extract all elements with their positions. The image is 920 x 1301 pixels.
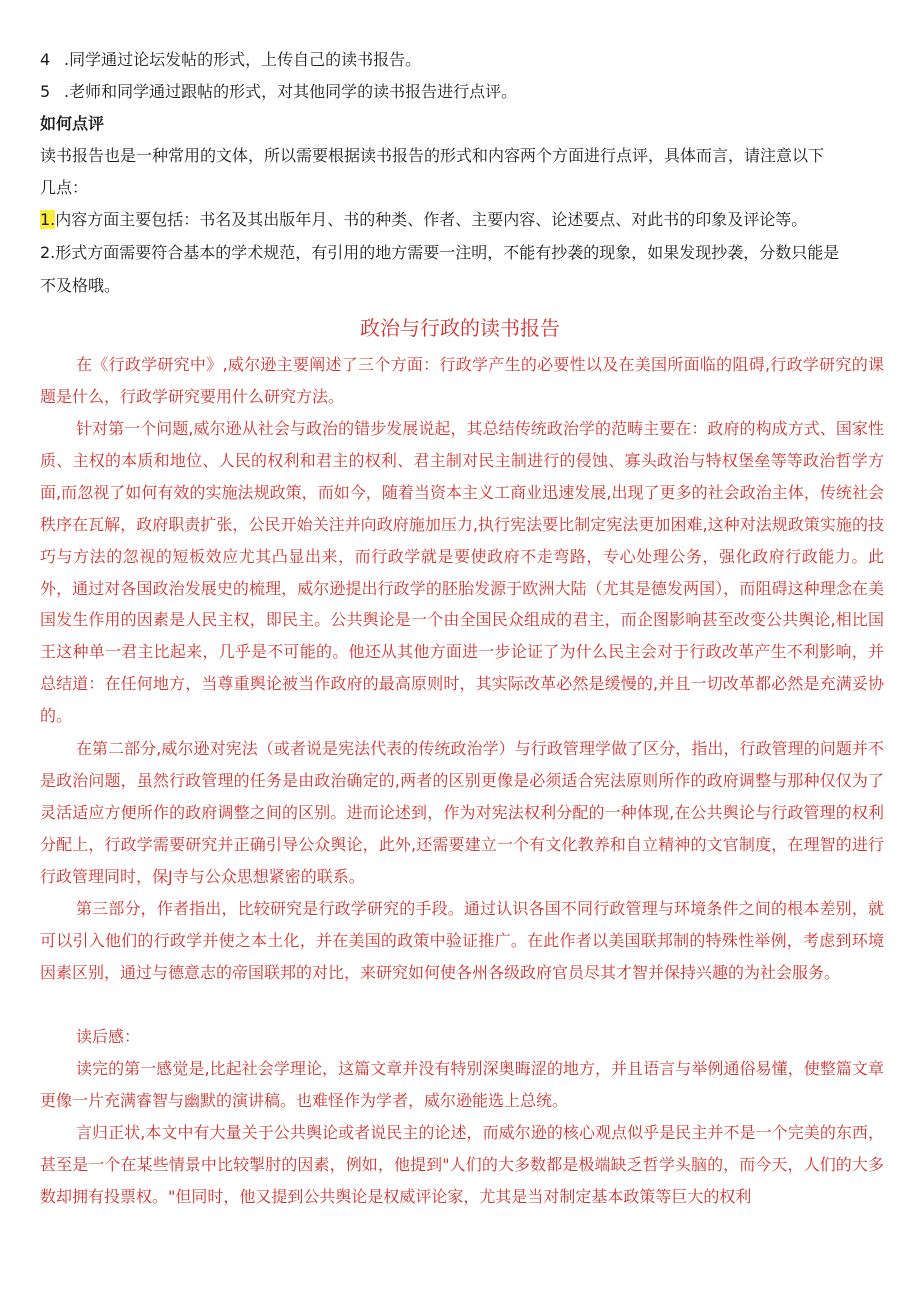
step-text: .老师和同学通过跟帖的形式，对其他同学的读书报告进行点评。 (64, 82, 518, 101)
section-heading: 如何点评 (40, 114, 105, 133)
intro-text-line-1: 读书报告也是一种常用的文体，所以需要根据读书报告的形式和内容两个方面进行点评，具体而言，请注意以下 (40, 146, 825, 165)
report-paragraph-part-two: 在第二部分,威尔逊对宪法（或者说是宪法代表的传统政治学）与行政管理学做了区分，指出，行政管理的问题并不是政治问题，虽然行政管理的任务是由政治确定的,两者的区别更像是必须适合宪法原则所作的政府调整与那种仅仅为了灵活适应方便所作的政府调整之间的区别。进而论述到，作为对宪法权利分配的一种体现,在公共舆论与行政管理的权利分配上，行政学需要研究并正确引导公众舆论，此外,还需要建立一个有文化教养和自立精神的文官制度，在理智的进行行政管理同时，保J寺与公众思想紧密的联系。 (40, 739, 884, 886)
step-text: .同学通过论坛发帖的形式，上传自己的读书报告。 (64, 50, 422, 69)
report-paragraph-part-three: 第三部分，作者指出，比较研究是行政学研究的手段。通过认识各国不同行政管理与环境条件之间的根本差别，就可以引入他们的行政学并使之本土化，并在美国的政策中验证推广。在此作者以美国联邦制的特殊性举例，考虑到环境因素区别，通过与德意志的帝国联邦的对比，来研究如何使各州各级政府官员尽其才智并保持兴趣的为社会服务。 (40, 899, 884, 982)
step-item-4 (40, 50, 421, 70)
reflection-paragraph-1: 读完的第一感觉是,比起社会学理论，这篇文章并没有特别深奥晦涩的地方，并且语言与举例通俗易懂，使整篇文章更像一片充满睿智与幽默的演讲稿。也难怪作为学者，威尔逊能选上总统。 (40, 1059, 884, 1110)
step-item-5 (40, 82, 517, 102)
reflection-paragraph-2: 言归正状,本文中有大量关于公共舆论或者说民主的论述，而威尔逊的核心观点似乎是民主并不是一个完美的东西，甚至是一个在某些情景中比较掣肘的因素，例如，他提到"人们的大多数都是极端缺乏哲学头脑的，而今天，人们的大多数却拥有投票权。"但同时，他又提到公共舆论是权威评论家，尤其是当对制定基本政策等巨大的权利 (40, 1123, 884, 1206)
report-title: 政治与行政的读书报告 (360, 316, 560, 340)
point-form-line-2: 不及格哦。 (40, 276, 121, 295)
point-content (40, 210, 807, 230)
report-paragraph-part-one: 针对第一个问题,威尔逊从社会与政治的错步发展说起，其总结传统政治学的范畴主要在：政府的构成方式、国家性质、主权的本质和地位、人民的权利和君主的权利、君主制对民主制进行的侵蚀、寡头政治与特权堡垒等等政治哲学方面,而忽视了如何有效的实施法规政策，而如今，随着当资本主义工商业迅速发展,出现了更多的社会政治主体，传统社会秩序在瓦解，政府职责扩张，公民开始关注并向政府施加压力,执行宪法要比制定宪法更加困难,这种对法规政策实施的技巧与方法的忽视的短板效应尤其凸显出来，而行政学就是要使政府不走弯路，专心处理公务，强化政府行政能力。此外，通过对各国政治发展史的梳理，威尔逊提出行政学的胚胎发源于欧洲大陆（尤其是德发两国），而阻碍这种理念在美国发生作用的因素是人民主权，即民主。公共舆论是一个由全国民众组成的君主，而企图影响甚至改变公共舆论,相比国王这种单一君主比起来，几乎是不可能的。他还从其他方面进一步论证了为什么民主会对于行政改革产生不利影响，并总结道：在任何地方，当尊重舆论被当作政府的最高原则时，其实际改革必然是缓慢的,并且一切改革都必然是充满妥协的。 (40, 419, 884, 726)
highlighted-number: 1. (40, 210, 56, 229)
point-form-line-1: 2.形式方面需要符合基本的学术规范，有引用的地方需要一注明，不能有抄袭的现象，如果发现抄袭，分数只能是 (40, 243, 840, 262)
reflection-heading: 读后感： (76, 1027, 141, 1046)
intro-text-line-2: 几点： (40, 178, 89, 197)
point-content-text: 内容方面主要包括：书名及其出版年月、书的种类、作者、主要内容、论述要点、对此书的印象及评论等。 (55, 210, 808, 229)
report-paragraph-intro: 在《行政学研究中》,威尔逊主要阐述了三个方面：行政学产生的必要性以及在美国所面临的阻碍,行政学研究的课题是什么，行政学研究要用什么研究方法。 (40, 355, 884, 406)
step-number: 5 (40, 82, 51, 101)
step-number: 4 (40, 50, 51, 69)
